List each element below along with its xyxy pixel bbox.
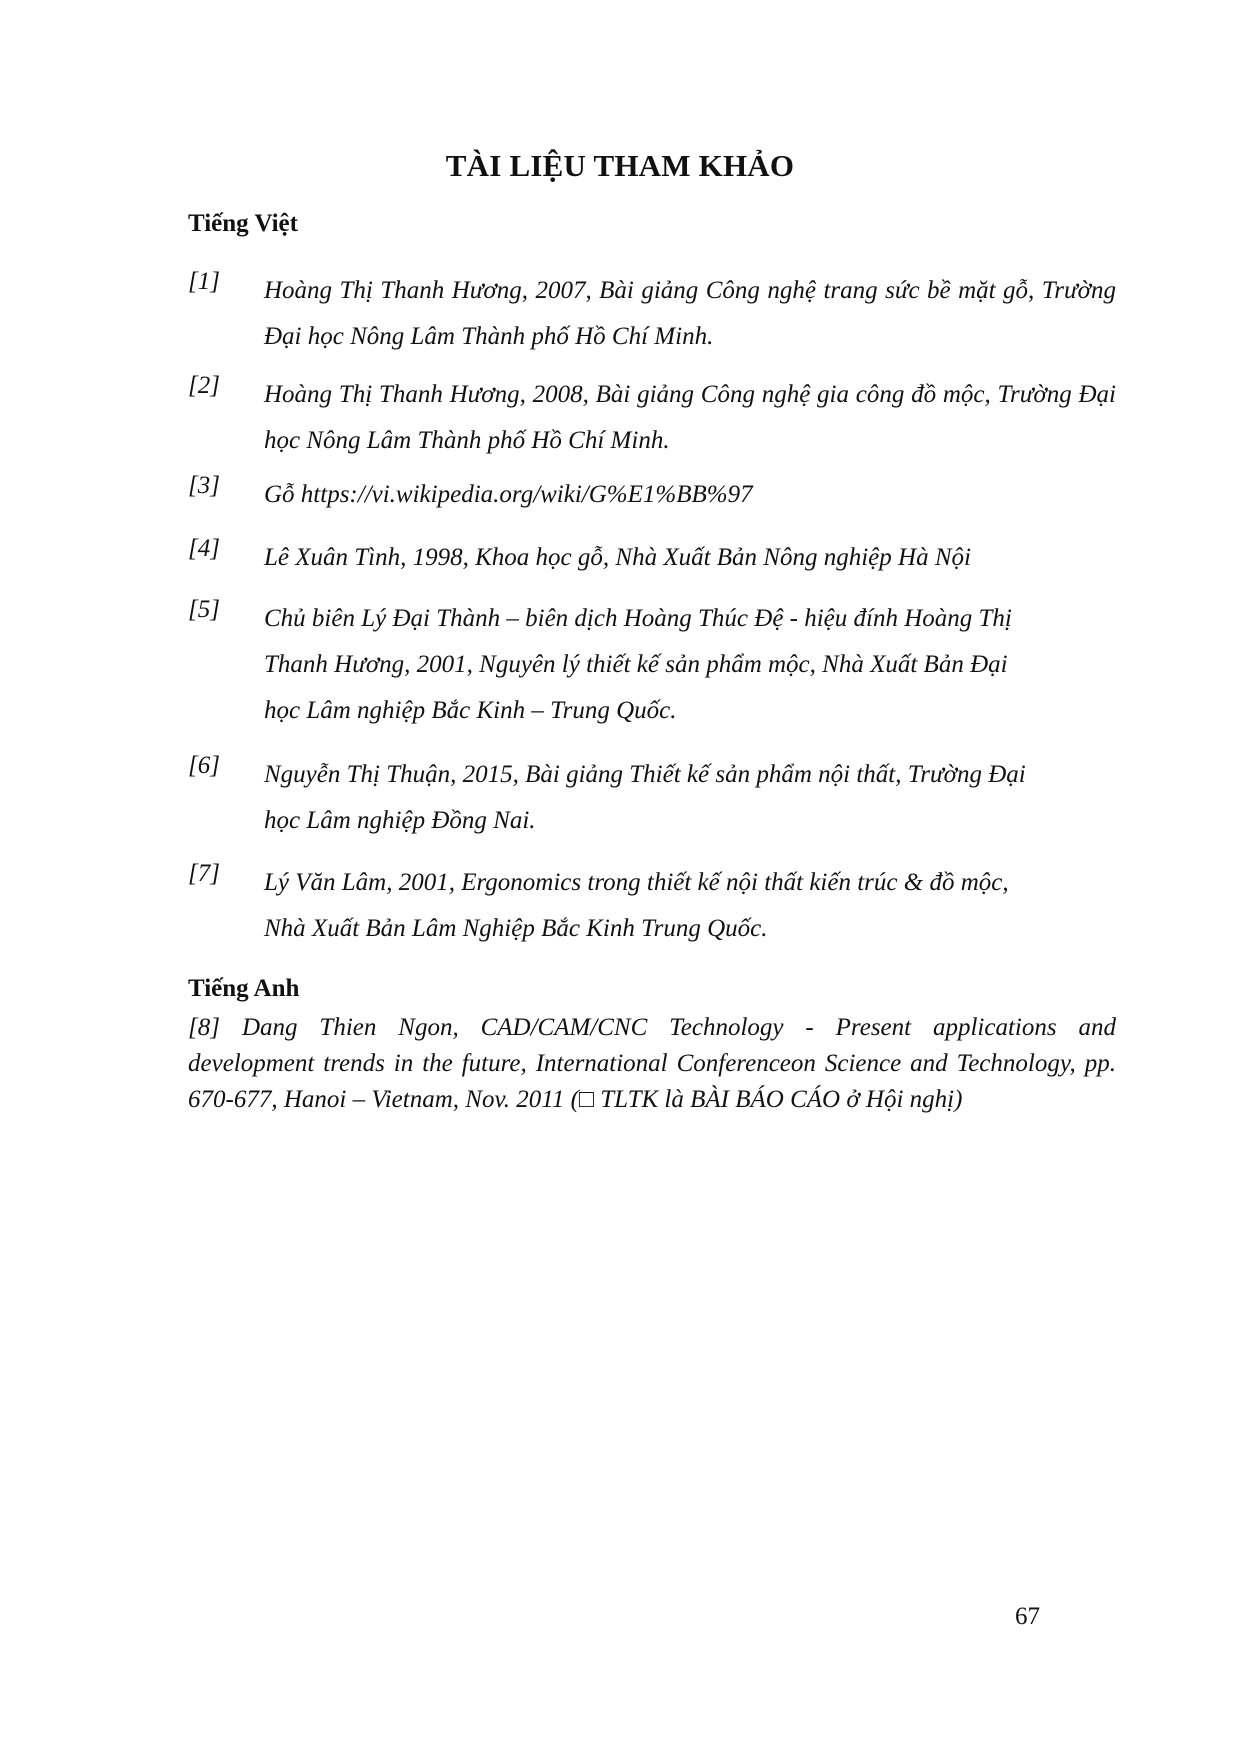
reference-text: Gỗ https://vi.wikipedia.org/wiki/G%E1%BB%97 bbox=[264, 481, 753, 508]
section-heading-english: Tiếng Anh bbox=[188, 975, 300, 1002]
reference-text: Hoàng Thị Thanh Hương, 2007, Bài giảng Công nghệ trang sức bề mặt gỗ, Trường Đại học Nông Lâm Thành phố Hồ Chí Minh. bbox=[264, 277, 1116, 350]
reference-number: [8] bbox=[188, 1014, 220, 1041]
reference-text: Lý Văn Lâm, 2001, Ergonomics trong thiết kế nội thất kiến trúc & đồ mộc, Nhà Xuất Bản Lâm Nghiệp Bắc Kinh Trung Quốc. bbox=[264, 869, 1009, 942]
reference-number: [7] bbox=[188, 860, 220, 887]
reference-number: [1] bbox=[188, 268, 220, 295]
reference-text: Dang Thien Ngon, CAD/CAM/CNC Technology - Present applications and development trends in the future, International Conferenceon Science and Technology, pp. 670-677, Hanoi – Vietnam, Nov. 2011 (□ TLTK là BÀI BÁO CÁO ở Hội nghị) bbox=[188, 1014, 1116, 1113]
reference-text: Lê Xuân Tình, 1998, Khoa học gỗ, Nhà Xuất Bản Nông nghiệp Hà Nội bbox=[264, 544, 971, 571]
reference-number: [5] bbox=[188, 596, 220, 623]
reference-number: [2] bbox=[188, 372, 220, 399]
reference-number: [6] bbox=[188, 752, 220, 779]
page-number: 67 bbox=[1015, 1603, 1040, 1630]
reference-text: Chủ biên Lý Đại Thành – biên dịch Hoàng Thúc Đệ - hiệu đính Hoàng Thị Thanh Hương, 2001, Nguyên lý thiết kế sản phẩm mộc, Nhà Xuất Bản Đại học Lâm nghiệp Bắc Kinh – Trung Quốc. bbox=[264, 605, 1012, 724]
reference-text: Hoàng Thị Thanh Hương, 2008, Bài giảng Công nghệ gia công đồ mộc, Trường Đại học Nông Lâm Thành phố Hồ Chí Minh. bbox=[264, 381, 1116, 454]
reference-number: [4] bbox=[188, 535, 220, 562]
reference-text: Nguyễn Thị Thuận, 2015, Bài giảng Thiết kế sản phẩm nội thất, Trường Đại học Lâm nghiệp Đồng Nai. bbox=[264, 761, 1026, 834]
section-heading-vietnamese: Tiếng Việt bbox=[188, 210, 298, 237]
reference-item-english bbox=[188, 1010, 1116, 1118]
reference-number: [3] bbox=[188, 472, 220, 499]
page-title: TÀI LIỆU THAM KHẢO bbox=[445, 148, 795, 183]
